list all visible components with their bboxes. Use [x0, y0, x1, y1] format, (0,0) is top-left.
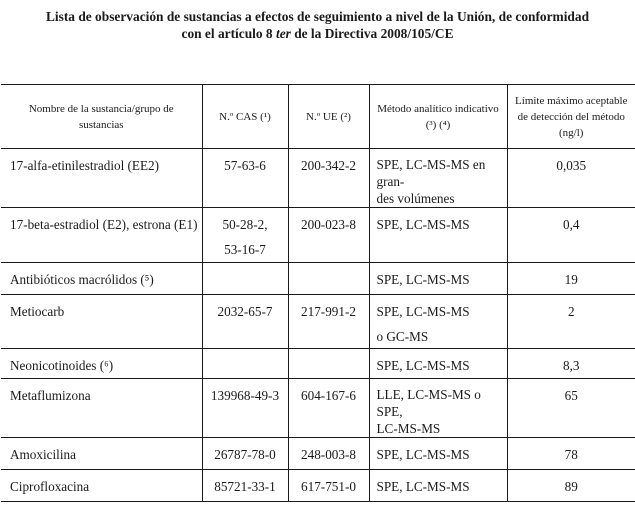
cell-detection-limit: 65: [507, 379, 635, 438]
cas-line-2: 53-16-7: [224, 242, 266, 257]
table-row: [1, 379, 635, 438]
cell-detection-limit: 0,035: [507, 149, 635, 208]
substances-table: [1, 84, 635, 502]
cell-ue-number: 200-342-2: [288, 149, 369, 208]
cell-ue-number: 248-003-8: [288, 438, 369, 470]
cell-substance-name: Metaflumizona: [1, 379, 202, 438]
table-row: [1, 438, 635, 470]
header-detection-limit: Límite máximo aceptable de detección del método (ng/l): [507, 85, 635, 149]
cell-ue-number: 604-167-6: [288, 379, 369, 438]
cell-cas-number: [202, 263, 288, 295]
table-row: [1, 263, 635, 295]
cell-cas-number: 139968-49-3: [202, 379, 288, 438]
method-line-2: o GC-MS: [376, 329, 429, 344]
table-row: [1, 295, 635, 349]
method-line-1: SPE, LC-MS-MS: [376, 304, 470, 319]
cell-detection-limit: 78: [507, 438, 635, 470]
method-line-2: des volúmenes: [376, 191, 455, 206]
cell-detection-limit: 0,4: [507, 208, 635, 263]
cell-substance-name: Amoxicilina: [1, 438, 202, 470]
cell-ue-number: [288, 263, 369, 295]
document-title: [0, 8, 635, 42]
table-row: [1, 349, 635, 379]
title-line-1: Lista de observación de sustancias a efectos de seguimiento a nivel de la Unión, de conformidad: [45, 9, 590, 24]
cell-analytical-method: SPE, LC-MS-MS: [369, 263, 507, 295]
cell-detection-limit: 89: [507, 470, 635, 502]
cell-analytical-method: [369, 295, 507, 349]
cell-ue-number: 200-023-8: [288, 208, 369, 263]
header-substance-name: Nombre de la sustancia/grupo de sustancias: [1, 85, 202, 149]
header-ue-number: N.º UE (²): [288, 85, 369, 149]
cell-substance-name: Neonicotinoides (⁶): [1, 349, 202, 379]
table-header-row: [1, 85, 635, 149]
method-line-1: SPE, LC-MS-MS: [376, 217, 470, 232]
cell-analytical-method: [369, 208, 507, 263]
cell-ue-number: [288, 349, 369, 379]
cell-analytical-method: SPE, LC-MS-MS: [369, 349, 507, 379]
table-row: [1, 470, 635, 502]
cell-cas-number: [202, 208, 288, 263]
cell-analytical-method: SPE, LC-MS-MS: [369, 438, 507, 470]
cell-substance-name: Antibióticos macrólidos (⁵): [1, 263, 202, 295]
table-body: [1, 149, 635, 502]
cell-ue-number: 217-991-2: [288, 295, 369, 349]
header-cas-number: N.º CAS (¹): [202, 85, 288, 149]
cell-detection-limit: 2: [507, 295, 635, 349]
cell-detection-limit: 19: [507, 263, 635, 295]
cell-cas-number: [202, 149, 288, 208]
header-analytical-method: Método analítico indicativo (³) (⁴): [369, 85, 507, 149]
cell-substance-name: Metiocarb: [1, 295, 202, 349]
title-line-2-start: con el artículo 8: [181, 26, 276, 41]
cell-detection-limit: 8,3: [507, 349, 635, 379]
cell-analytical-method: SPE, LC-MS-MS: [369, 470, 507, 502]
title-line-2-ter: ter: [275, 26, 291, 41]
cell-cas-number: [202, 349, 288, 379]
cell-analytical-method: [369, 149, 507, 208]
title-line-2-end: de la Directiva 2008/105/CE: [290, 26, 454, 41]
table-row: [1, 208, 635, 263]
cas-line-1: 57-63-6: [224, 158, 266, 173]
cell-substance-name: 17-beta-estradiol (E2), estrona (E1): [1, 208, 202, 263]
table-row: [1, 149, 635, 208]
method-line-1: LLE, LC-MS-MS o SPE,: [376, 387, 481, 419]
cell-substance-name: Ciprofloxacina: [1, 470, 202, 502]
cell-analytical-method: [369, 379, 507, 438]
cell-cas-number: 26787-78-0: [202, 438, 288, 470]
method-line-2: LC-MS-MS: [376, 421, 441, 436]
cell-substance-name: 17-alfa-etinilestradiol (EE2): [1, 149, 202, 208]
cell-ue-number: 617-751-0: [288, 470, 369, 502]
title-line-2: [0, 25, 635, 42]
cell-cas-number: 2032-65-7: [202, 295, 288, 349]
cas-line-1: 50-28-2,: [222, 217, 268, 232]
method-line-1: SPE, LC-MS-MS en gran-: [376, 157, 486, 189]
cell-cas-number: 85721-33-1: [202, 470, 288, 502]
